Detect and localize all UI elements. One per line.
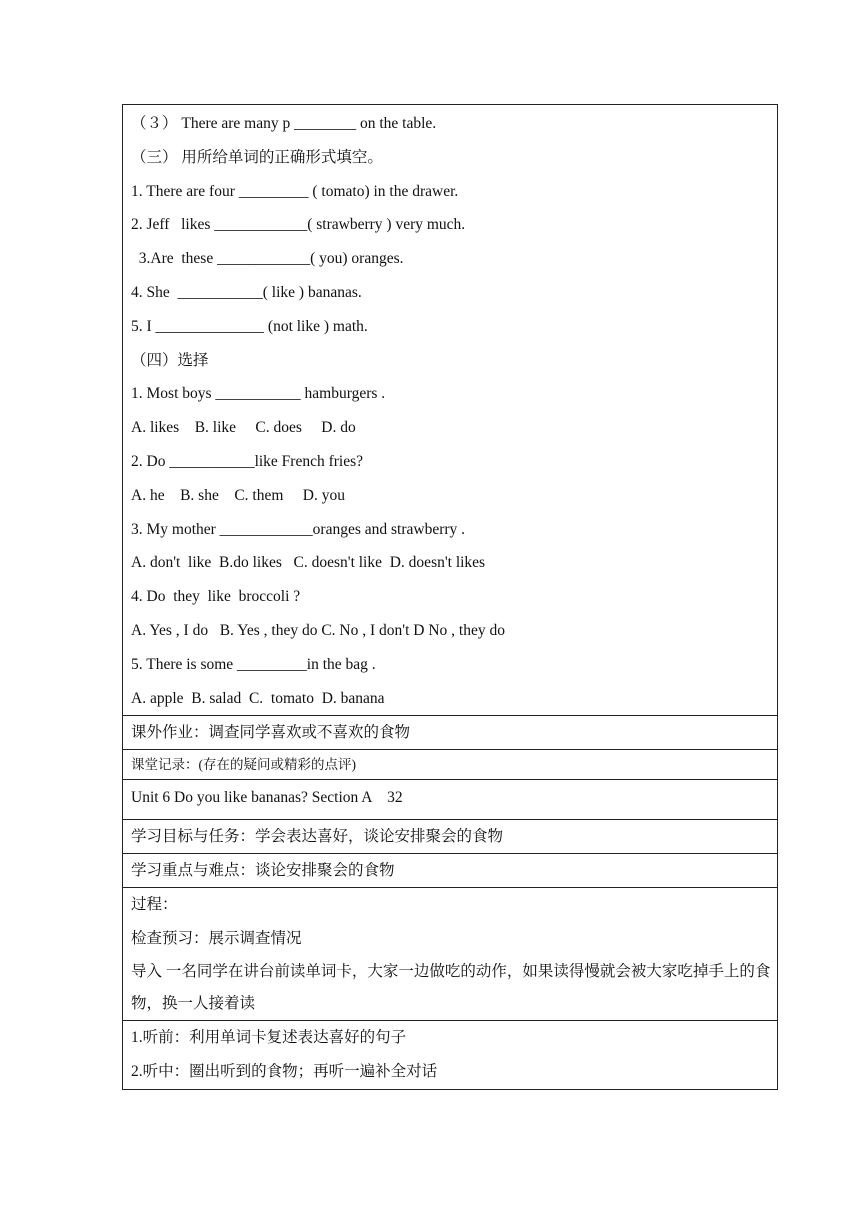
process-intro: 导入 一名同学在讲台前读单词卡，大家一边做吃的动作，如果读得慢就会被大家吃掉手上的食物，换一人接着读 — [131, 962, 771, 1012]
class-notes-cell — [123, 750, 778, 780]
question-line: 3. My mother ____________oranges and strawberry . — [131, 520, 466, 538]
process-label: 过程： — [131, 896, 178, 914]
options-line: A. apple B. salad C. tomato D. banana — [131, 689, 385, 707]
key-points-cell — [123, 854, 778, 888]
question-line: 1. Most boys ___________ hamburgers . — [131, 385, 386, 403]
process-check: 检查预习：展示调查情况 — [131, 930, 302, 948]
exercise-line: 4. She ___________( like ) bananas. — [131, 283, 362, 301]
options-line: A. likes B. like C. does D. do — [131, 419, 356, 437]
section-heading: （四）选择 — [131, 351, 209, 369]
unit-title-cell — [123, 780, 778, 820]
goals-text: 学习目标与任务：学会表达喜好，谈论安排聚会的食物 — [131, 828, 504, 846]
worksheet-table — [122, 104, 778, 1090]
exercise-line: 3.Are these ____________( you) oranges. — [131, 250, 404, 268]
key-points-row — [123, 854, 778, 888]
process-row — [123, 888, 778, 1021]
question-line: 5. There is some _________in the bag . — [131, 655, 376, 673]
exercise-line: 1. There are four _________ ( tomato) in the drawer. — [131, 182, 459, 200]
exercise-line: 2. Jeff likes ____________( strawberry ) very much. — [131, 216, 466, 234]
unit-title-row — [123, 780, 778, 820]
goals-cell — [123, 820, 778, 854]
key-points-text: 学习重点与难点：谈论安排聚会的食物 — [131, 862, 395, 880]
class-notes-text: 课堂记录：(存在的疑问或精彩的点评) — [131, 757, 356, 773]
homework-row — [123, 716, 778, 750]
options-line: A. he B. she C. them D. you — [131, 486, 345, 504]
worksheet-page — [122, 104, 778, 1090]
listening-cell — [123, 1020, 778, 1089]
exercise-cell — [123, 105, 778, 716]
listening-row — [123, 1020, 778, 1089]
homework-text: 课外作业：调查同学喜欢或不喜欢的食物 — [131, 724, 411, 742]
question-line: 4. Do they like broccoli ? — [131, 588, 301, 606]
exercise-line: 5. I ______________ (not like ) math. — [131, 317, 368, 335]
homework-cell — [123, 716, 778, 750]
exercise-row — [123, 105, 778, 716]
unit-title: Unit 6 Do you like bananas? Section A 32 — [131, 789, 403, 807]
goals-row — [123, 820, 778, 854]
listening-before: 1.听前：利用单词卡复述表达喜好的句子 — [131, 1028, 407, 1046]
exercise-line: （３） There are many p ________ on the table. — [131, 115, 437, 132]
listening-during: 2.听中：圈出听到的食物；再听一遍补全对话 — [131, 1062, 438, 1080]
options-line: A. don't like B.do likes C. doesn't like D. doesn't likes — [131, 554, 486, 572]
section-heading: （三） 用所给单词的正确形式填空。 — [131, 148, 383, 166]
class-notes-row — [123, 750, 778, 780]
process-cell — [123, 888, 778, 1021]
options-line: A. Yes , I do B. Yes , they do C. No , I don't D No , they do — [131, 621, 505, 639]
question-line: 2. Do ___________like French fries? — [131, 452, 364, 470]
